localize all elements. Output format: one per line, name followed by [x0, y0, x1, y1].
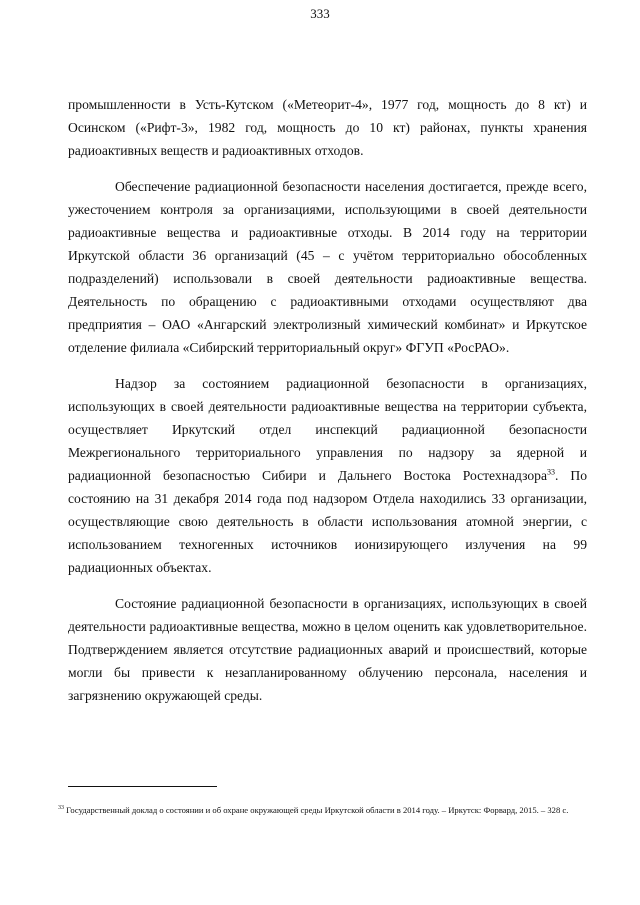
- paragraph-3-text-before: Надзор за состоянием радиационной безопасности в организациях, использующих в своей деятельности радиоактивные вещества на территории субъекта, осуществляет Иркутский отдел инспекций радиационной безопасности Межрегионального территориального управления по надзору за ядерной и радиационной безопасностью Сибири и Дальнего Востока Ростехнадзора: [68, 376, 587, 483]
- paragraph-3: [68, 372, 587, 579]
- paragraph-4: Состояние радиационной безопасности в организациях, использующих в своей деятельности радиоактивные вещества, можно в целом оценить как удовлетворительное. Подтверждением является отсутствие радиационных аварий и происшествий, которые могли бы привести к незапланированному облучению персонала, населения и загрязнению окружающей среды.: [68, 596, 587, 703]
- paragraph-2: Обеспечение радиационной безопасности населения достигается, прежде всего, ужесточением контроля за организациями, использующими в своей деятельности радиоактивные вещества и радиоактивные отходы. В 2014 году на территории Иркутской области 36 организаций (45 – с учётом территориально обособленных подразделений) использовали в своей деятельности радиоактивные вещества. Деятельность по обращению с радиоактивными отходами осуществляют два предприятия – ОАО «Ангарский электролизный химический комбинат» и Иркутское отделение филиала «Сибирский территориальный округ» ФГУП «РосРАО».: [68, 179, 587, 355]
- footnote-reference: 33: [547, 467, 556, 477]
- paragraph-1: промышленности в Усть-Кутском («Метеорит-4», 1977 год, мощность до 8 кт) и Осинском («Рифт-3», 1982 год, мощность до 10 кт) районах, пункты хранения радиоактивных веществ и радиоактивных отходов.: [68, 97, 587, 158]
- document-body: [68, 93, 587, 720]
- footnote-separator: [68, 786, 217, 787]
- footnote: [58, 804, 587, 817]
- paragraph-3-text-after: . По состоянию на 31 декабря 2014 года под надзором Отдела находились 33 организации, осуществляющие свою деятельность в области использования атомной энергии, с использованием техногенных источников ионизирующего излучения на 99 радиационных объектах.: [68, 468, 587, 575]
- footnote-text: Государственный доклад о состоянии и об охране окружающей среды Иркутской области в 2014 году. – Иркутск: Форвард, 2015. – 328 с.: [64, 805, 569, 815]
- footnote-marker: 33: [58, 805, 64, 812]
- page-number: 333: [310, 6, 330, 21]
